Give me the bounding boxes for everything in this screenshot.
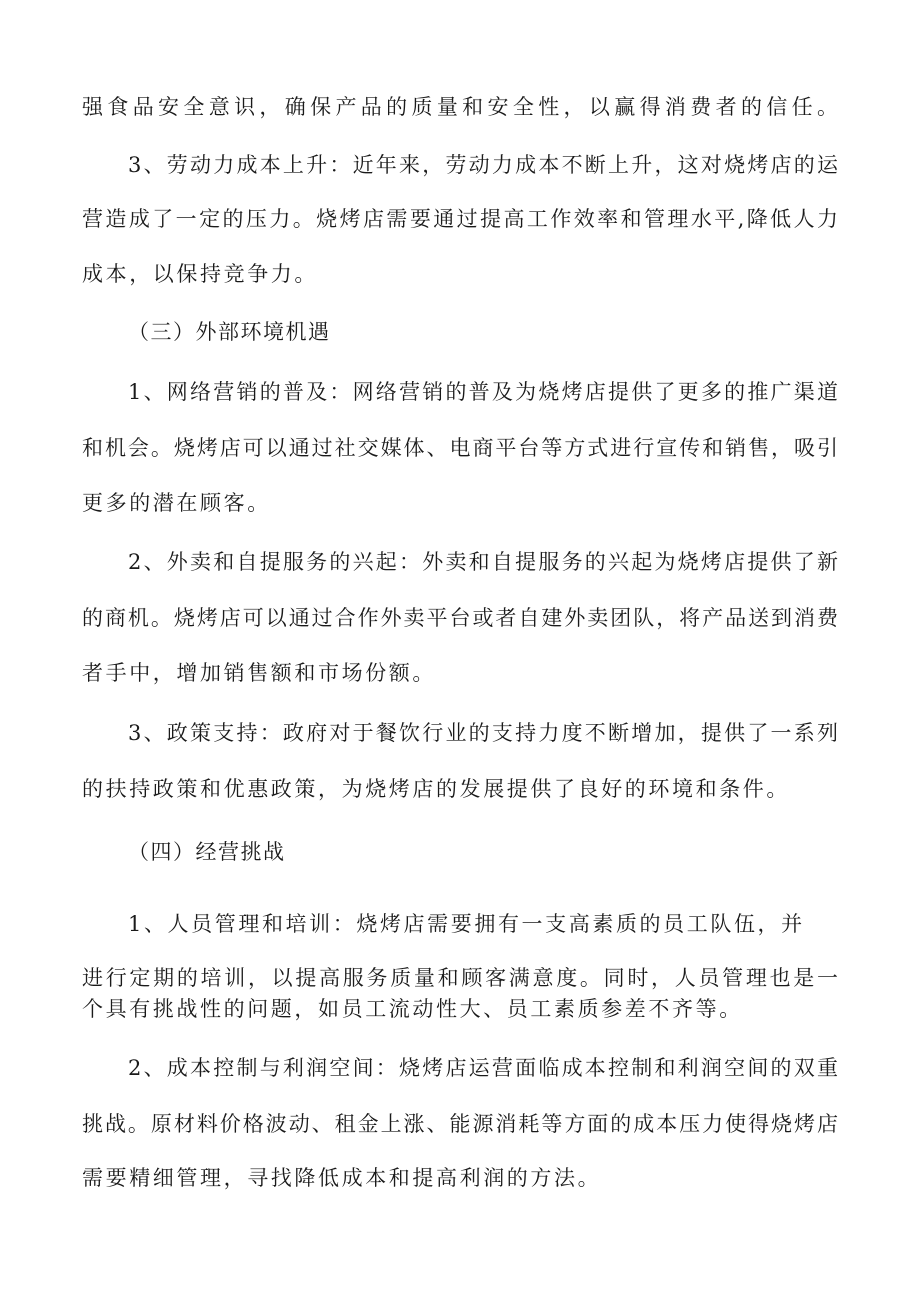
paragraph-first-line: 1、网络营销的普及：网络营销的普及为烧烤店提供了更多的推广渠道	[128, 380, 838, 404]
paragraph-first-line: 3、政策支持：政府对于餐饮行业的支持力度不断增加，提供了一系列	[128, 721, 838, 745]
body-text-line: 个具有挑战性的问题，如员工流动性大、员工素质参差不齐等。	[82, 997, 743, 1021]
paragraph-first-line: 3、劳动力成本上升：近年来，劳动力成本不断上升，这对烧烤店的运	[128, 153, 838, 177]
body-text-line: 更多的潜在顾客。	[82, 491, 271, 515]
body-text-line: 需要精细管理，寻找降低成本和提高利润的方法。	[82, 1166, 602, 1190]
paragraph-first-line: 2、成本控制与利润空间：烧烤店运营面临成本控制和利润空间的双重	[128, 1056, 838, 1080]
body-text-line: 成本，以保持竞争力。	[82, 262, 318, 286]
paragraph-first-line: 2、外卖和自提服务的兴起：外卖和自提服务的兴起为烧烤店提供了新	[128, 550, 838, 574]
body-text-line: 挑战。原材料价格波动、租金上涨、能源消耗等方面的成本压力使得烧烤店	[82, 1112, 838, 1136]
body-text-line: 的扶持政策和优惠政策，为烧烤店的发展提供了良好的环境和条件。	[82, 777, 790, 801]
section-heading: （三）外部环境机遇	[128, 320, 331, 344]
body-text-line: 进行定期的培训，以提高服务质量和顾客满意度。同时，人员管理也是一	[82, 966, 838, 990]
paragraph-first-line: 1、人员管理和培训：烧烤店需要拥有一支高素质的员工队伍，并	[128, 912, 805, 936]
section-heading: （四）经营挑战	[128, 840, 286, 864]
body-text-line: 营造成了一定的压力。烧烤店需要通过提高工作效率和管理水平,降低人力	[82, 207, 838, 231]
body-text-line: 的商机。烧烤店可以通过合作外卖平台或者自建外卖团队，将产品送到消费	[82, 606, 838, 630]
body-text-line: 者手中，增加销售额和市场份额。	[82, 661, 436, 685]
body-text-line: 强食品安全意识，确保产品的质量和安全性，以赢得消费者的信任。	[82, 95, 838, 119]
body-text-line: 和机会。烧烤店可以通过社交媒体、电商平台等方式进行宣传和销售，吸引	[82, 436, 838, 460]
